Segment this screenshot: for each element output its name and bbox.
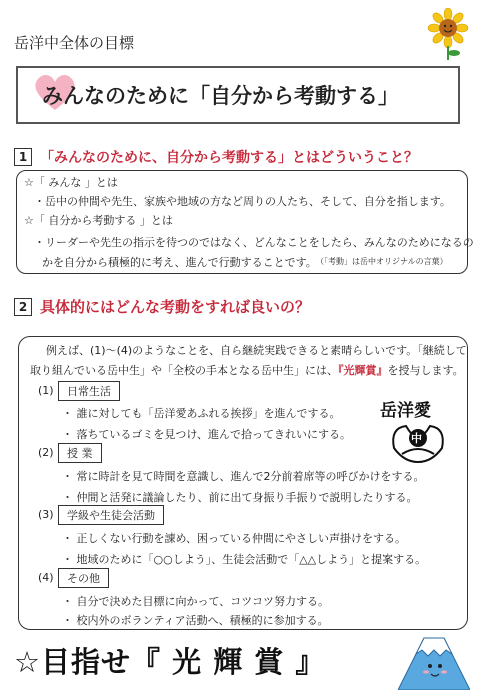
footer-slogan: ☆目指せ『 光 輝 賞 』: [14, 645, 326, 679]
group4-number: (4): [38, 571, 54, 584]
section1-title: 「みんなのために、自分から考動する」とはどういうこと？: [40, 150, 418, 166]
section1-item1-text: ・岳中の仲間や先生、家族や地域の方など周りの人たち、そして、自分を指します。: [34, 195, 451, 208]
group3-item1: ・ 正しくない行動を諌め、困っている仲間にやさしい声掛けをする。: [62, 532, 407, 545]
group1-item1: ・ 誰に対しても「岳洋愛あふれる挨拶」を進んでする。: [62, 407, 341, 420]
page-subtitle: 岳洋中全体の目標: [14, 34, 135, 52]
seal-text: 岳洋愛: [380, 401, 431, 421]
goal-banner: [16, 66, 460, 124]
section1-number: 1: [14, 148, 32, 166]
group3-number: (3): [38, 508, 54, 521]
group2-item1: ・ 常に時計を見て時間を意識し、進んで2分前着席等の呼びかけをする。: [62, 470, 425, 483]
section2-title: 具体的にはどんな考動をすれば良いの？: [40, 298, 311, 316]
section2-intro-line2: [30, 362, 464, 378]
group4-item1: ・ 自分で決めた目標に向かって、コツコツ努力する。: [62, 595, 330, 608]
section1-item2-heading: ☆「 自分から考動する 」とは: [24, 214, 173, 227]
section1-item1-heading: ☆「 みんな 」とは: [24, 176, 118, 189]
group3-item2: ・ 地域のために「○○しよう」、生徒会活動で「△△しよう」と提案する。: [62, 553, 427, 566]
group1-number: (1): [38, 384, 54, 397]
group2-number: (2): [38, 446, 54, 459]
group2-label: 授 業: [58, 443, 102, 463]
group1-item2: ・ 落ちているゴミを見つけ、進んで拾ってきれいにする。: [62, 428, 351, 441]
seal-center: 中: [411, 432, 422, 445]
group4-label: その他: [58, 568, 109, 588]
mount-fuji-icon: [398, 624, 470, 690]
section1-item2-text2: かを自分から積極的に考え、進んで行動することです。: [42, 256, 317, 269]
section1-item2-note: （「考動」は岳中オリジナルの言葉）: [316, 257, 448, 266]
group3-label: 学級や生徒会活動: [58, 505, 164, 525]
sunflower-icon: [426, 8, 470, 60]
group1-label: 日常生活: [58, 381, 120, 401]
school-seal-icon: [378, 396, 458, 464]
group2-item2: ・ 仲間と活発に議論したり、前に出て身振り手振りで説明したりする。: [62, 491, 418, 504]
intro-text-after: を授与します。: [387, 364, 464, 377]
section1-item2-text1: ・リーダーや先生の指示を待つのではなく、どんなことをしたら、みんなのためになるの: [34, 236, 474, 249]
award-name: 『光輝賞』: [338, 364, 388, 377]
group4-item2: ・ 校内外のボランティア活動へ、積極的に参加する。: [62, 614, 329, 627]
intro-text-before: 取り組んでいる岳中生」や「全校の手本となる岳中生」には、: [30, 364, 338, 377]
section2-intro-line1: 例えば、(1)～(4)のようなことを、自ら継続実践できると素晴らしいです。「継続して: [46, 344, 467, 357]
goal-text: みんなのために「自分から考動する」: [42, 84, 399, 108]
section2-number: 2: [14, 298, 32, 316]
